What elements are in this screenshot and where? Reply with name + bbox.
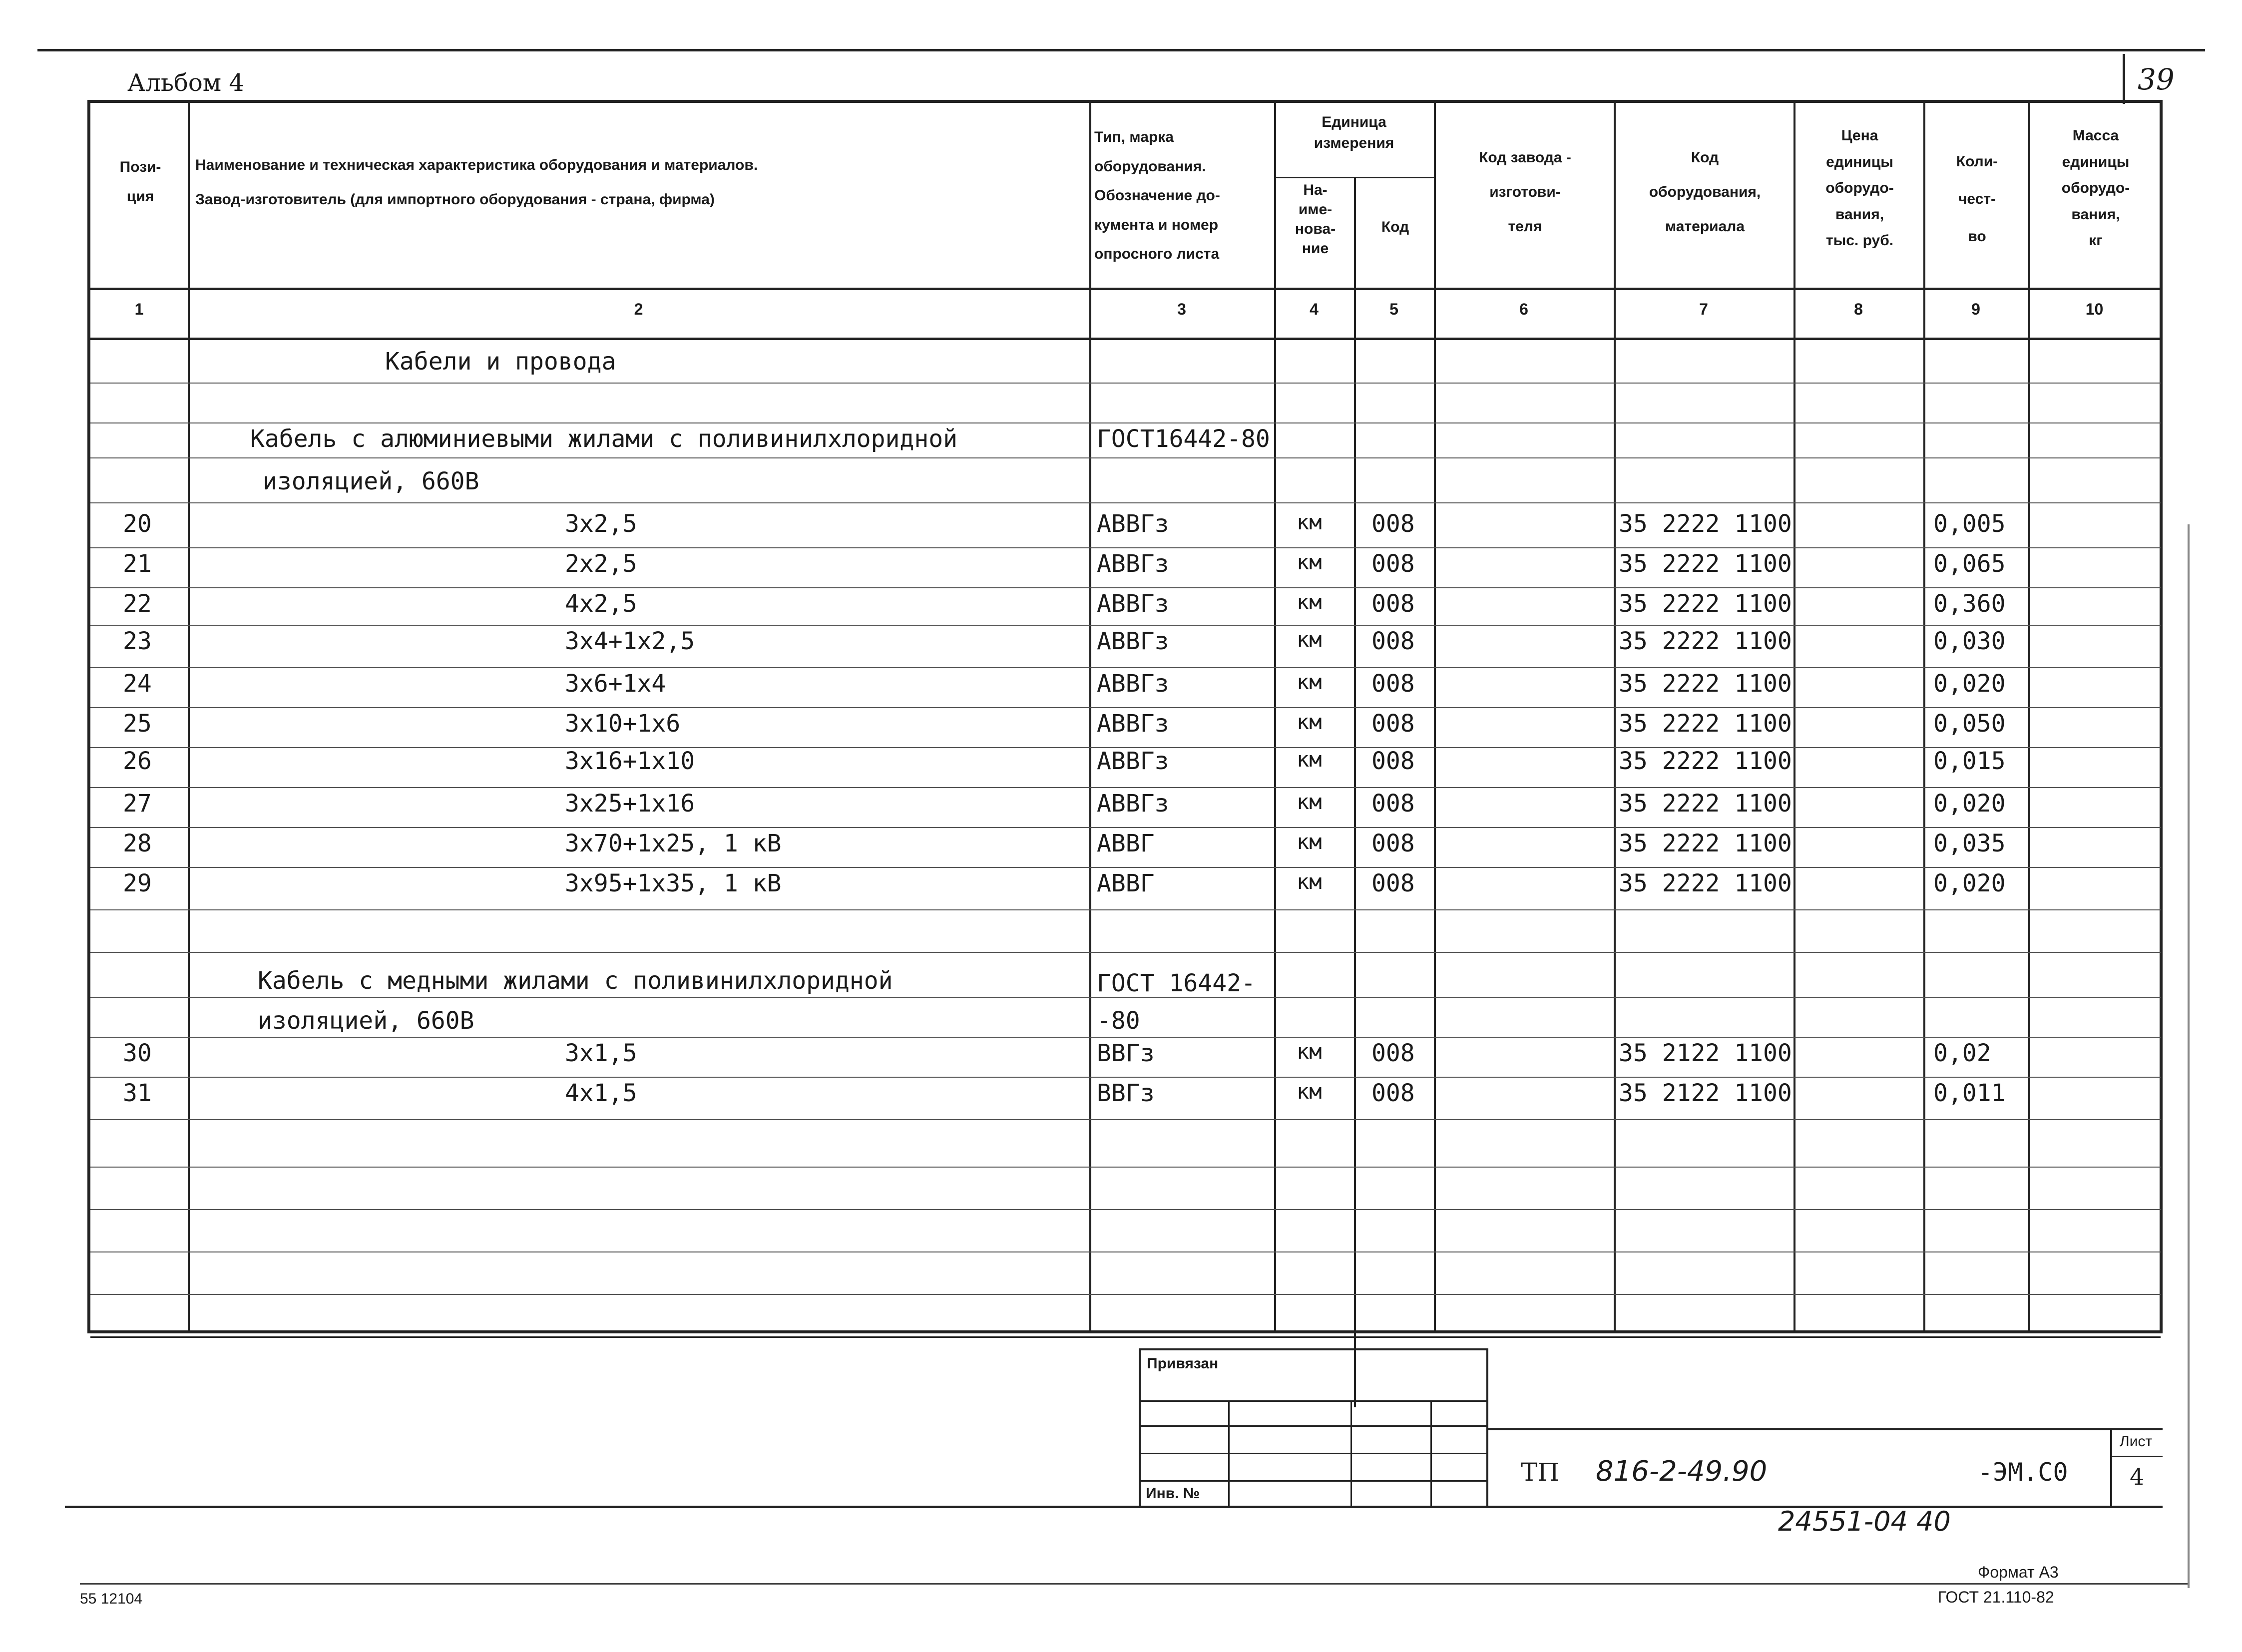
colnum-rule xyxy=(90,338,2161,340)
row-rule xyxy=(90,1119,2161,1120)
stamp-col xyxy=(1228,1400,1230,1506)
cell-name: 3х16+1х10 xyxy=(565,747,695,775)
cell-name: 3х1,5 xyxy=(565,1039,637,1067)
section-copper-doc-a: ГОСТ 16442- xyxy=(1097,969,1256,997)
sheet-box xyxy=(2110,1428,2163,1508)
section-copper-line2: изоляцией, 660В xyxy=(258,1007,474,1035)
sheet-rule xyxy=(2112,1456,2163,1457)
cell-name: 3х25+1х16 xyxy=(565,790,695,818)
row-rule xyxy=(90,625,2161,626)
hdr-factory-code: Код завода - изготови- теля xyxy=(1479,149,1571,235)
row-rule xyxy=(90,457,2161,458)
cell-type: АВВГз xyxy=(1097,747,1169,775)
cell-type: АВВГз xyxy=(1097,670,1169,698)
cell-quantity: 0,005 xyxy=(1933,510,2006,538)
cell-quantity: 0,035 xyxy=(1933,829,2006,857)
tp-label: ТП xyxy=(1521,1458,1559,1487)
row-rule xyxy=(90,667,2161,668)
colnum-10: 10 xyxy=(2085,300,2104,318)
row-rule xyxy=(90,547,2161,548)
cell-unit-code: 008 xyxy=(1371,510,1415,538)
cell-quantity: 0,020 xyxy=(1933,670,2006,698)
doc-suffix: -ЭМ.С0 xyxy=(1978,1458,2068,1487)
page-number-divider xyxy=(2123,54,2125,104)
section-aluminium-line2: изоляцией, 660В xyxy=(263,467,479,495)
cell-name: 3х10+1х6 xyxy=(565,710,681,738)
cell-position: 21 xyxy=(123,550,152,578)
bound-label: Привязан xyxy=(1147,1355,1219,1372)
hdr-quantity: Коли- чест- во xyxy=(1956,153,1998,245)
cell-position: 28 xyxy=(123,829,152,857)
cell-unit-code: 008 xyxy=(1371,1079,1415,1107)
hdr-price: Цена единицы оборудо- вания, тыс. руб. xyxy=(1825,127,1894,249)
cell-position: 27 xyxy=(123,790,152,818)
stamp-rule xyxy=(1141,1480,1486,1482)
col-divider xyxy=(1354,177,1356,1407)
row-rule xyxy=(90,827,2161,828)
cell-material-code: 35 2222 1100 xyxy=(1619,670,1792,698)
section-aluminium-doc: ГОСТ16442-80 xyxy=(1097,425,1270,453)
section-aluminium-line1: Кабель с алюминиевыми жилами с поливинилхлоридной xyxy=(250,425,958,453)
cell-quantity: 0,065 xyxy=(1933,550,2006,578)
cell-name: 3х70+1х25, 1 кВ xyxy=(565,829,782,857)
row-rule xyxy=(90,1251,2161,1252)
cell-unit: км xyxy=(1297,869,1322,894)
cell-unit-code: 008 xyxy=(1371,869,1415,897)
stamp-rule xyxy=(1141,1400,1486,1402)
cell-unit: км xyxy=(1297,510,1322,534)
cell-unit-code: 008 xyxy=(1371,829,1415,857)
row-rule xyxy=(90,909,2161,910)
cell-quantity: 0,015 xyxy=(1933,747,2006,775)
cell-unit-code: 008 xyxy=(1371,710,1415,738)
cell-position: 31 xyxy=(123,1079,152,1107)
cell-position: 30 xyxy=(123,1039,152,1067)
hdr-mass: Масса единицы оборудо- вания, кг xyxy=(2061,127,2130,249)
cell-unit: км xyxy=(1297,627,1322,652)
row-rule xyxy=(90,1294,2161,1295)
cell-unit: км xyxy=(1297,747,1322,772)
sheet-label: Лист xyxy=(2120,1433,2153,1450)
cell-quantity: 0,011 xyxy=(1933,1079,2006,1107)
hdr-material-code: Код оборудования, материала xyxy=(1649,149,1761,235)
top-rule xyxy=(37,49,2205,51)
row-rule xyxy=(90,952,2161,953)
cell-material-code: 35 2222 1100 xyxy=(1619,627,1792,655)
colnum-6: 6 xyxy=(1519,300,1528,318)
cell-unit: км xyxy=(1297,710,1322,734)
cell-unit: км xyxy=(1297,670,1322,694)
cell-unit-code: 008 xyxy=(1371,670,1415,698)
cell-unit-code: 008 xyxy=(1371,747,1415,775)
cell-name: 3х95+1х35, 1 кВ xyxy=(565,869,782,897)
cell-unit-code: 008 xyxy=(1371,627,1415,655)
cell-quantity: 0,030 xyxy=(1933,627,2006,655)
row-rule xyxy=(90,502,2161,503)
cell-position: 23 xyxy=(123,627,152,655)
colnum-5: 5 xyxy=(1389,300,1398,318)
cell-type: АВВГз xyxy=(1097,590,1169,618)
handwritten-inventory: 24551-04 40 xyxy=(1778,1506,1951,1537)
cell-unit: км xyxy=(1297,829,1322,854)
cell-unit: км xyxy=(1297,790,1322,814)
cell-material-code: 35 2122 1100 xyxy=(1619,1039,1792,1067)
row-rule xyxy=(90,1037,2161,1038)
cell-position: 29 xyxy=(123,869,152,897)
cell-type: АВВГз xyxy=(1097,627,1169,655)
cell-position: 24 xyxy=(123,670,152,698)
cell-unit-code: 008 xyxy=(1371,590,1415,618)
cell-type: АВВГ xyxy=(1097,869,1155,897)
cell-position: 26 xyxy=(123,747,152,775)
cell-type: ВВГз xyxy=(1097,1039,1155,1067)
row-rule xyxy=(90,383,2161,384)
cell-unit-code: 008 xyxy=(1371,790,1415,818)
colnum-1: 1 xyxy=(134,300,144,318)
cell-material-code: 35 2222 1100 xyxy=(1619,510,1792,538)
cell-name: 3х4+1х2,5 xyxy=(565,627,695,655)
binding-stamp xyxy=(1139,1348,1488,1508)
row-rule xyxy=(90,1077,2161,1078)
row-rule xyxy=(90,1167,2161,1168)
colnum-8: 8 xyxy=(1854,300,1863,318)
stamp-rule xyxy=(1141,1453,1486,1454)
stamp-col xyxy=(1430,1400,1432,1506)
title-block xyxy=(1488,1428,2163,1508)
row-rule xyxy=(90,1209,2161,1210)
row-rule xyxy=(90,787,2161,788)
cell-material-code: 35 2222 1100 xyxy=(1619,829,1792,857)
format-label: Формат А3 xyxy=(1978,1563,2059,1581)
row-rule xyxy=(90,587,2161,588)
cell-material-code: 35 2222 1100 xyxy=(1619,747,1792,775)
album-label: Альбом 4 xyxy=(127,69,244,97)
cell-position: 22 xyxy=(123,590,152,618)
cell-material-code: 35 2222 1100 xyxy=(1619,869,1792,897)
sheet-number: 4 xyxy=(2130,1463,2145,1490)
cell-name: 3х6+1х4 xyxy=(565,670,666,698)
doc-number: 816-2-49.90 xyxy=(1596,1455,1768,1488)
cell-position: 20 xyxy=(123,510,152,538)
hdr-unit-group: Единица измерения xyxy=(1314,114,1394,151)
row-rule xyxy=(90,422,2161,423)
cell-unit: км xyxy=(1297,1039,1322,1064)
colnum-7: 7 xyxy=(1699,300,1708,318)
gost-label: ГОСТ 21.110-82 xyxy=(1938,1588,2054,1606)
cell-position: 25 xyxy=(123,710,152,738)
cell-name: 2х2,5 xyxy=(565,550,637,578)
hdr-unit-code: Код xyxy=(1381,219,1409,235)
hdr-type: Тип, марка оборудования. Обозначение до- кумента и номер опросного листа xyxy=(1094,129,1220,262)
colnum-2: 2 xyxy=(634,300,643,318)
section-copper-line1: Кабель с медными жилами с поливинилхлоридной xyxy=(258,967,893,995)
cell-unit: км xyxy=(1297,590,1322,614)
cell-material-code: 35 2222 1100 xyxy=(1619,550,1792,578)
header-rule xyxy=(90,288,2161,290)
body-bottom-rule xyxy=(90,1336,2161,1338)
cell-unit-code: 008 xyxy=(1371,1039,1415,1067)
cell-type: АВВГз xyxy=(1097,510,1169,538)
section-copper-doc-b: -80 xyxy=(1097,1007,1140,1035)
colnum-4: 4 xyxy=(1310,300,1319,318)
cell-type: АВВГ xyxy=(1097,829,1155,857)
hdr-unit-name: На- име- нова- ние xyxy=(1295,182,1336,257)
unit-group-divider xyxy=(1274,177,1434,178)
cell-quantity: 0,360 xyxy=(1933,590,2006,618)
hdr-name: Наименование и техническая характеристика оборудования и материалов. Завод-изготовитель (для импортного оборудования - страна, фирма) xyxy=(195,157,758,208)
page-number: 39 xyxy=(2138,62,2175,96)
stamp-rule xyxy=(1141,1425,1486,1427)
cell-unit: км xyxy=(1297,550,1322,574)
specification-table xyxy=(87,100,2163,1333)
cell-material-code: 35 2222 1100 xyxy=(1619,790,1792,818)
cell-quantity: 0,050 xyxy=(1933,710,2006,738)
colnum-3: 3 xyxy=(1177,300,1186,318)
hdr-position: Пози- ция xyxy=(119,159,161,205)
cell-unit: км xyxy=(1297,1079,1322,1104)
cell-material-code: 35 2222 1100 xyxy=(1619,590,1792,618)
cell-material-code: 35 2222 1100 xyxy=(1619,710,1792,738)
cell-quantity: 0,020 xyxy=(1933,790,2006,818)
right-edge-rule xyxy=(2188,524,2190,1588)
stamp-code: 55 12104 xyxy=(80,1591,143,1607)
inv-label: Инв. № xyxy=(1146,1485,1200,1502)
section-title-cables: Кабели и провода xyxy=(385,348,616,376)
cell-type: АВВГз xyxy=(1097,710,1169,738)
cell-name: 4х2,5 xyxy=(565,590,637,618)
cell-name: 3х2,5 xyxy=(565,510,637,538)
colnum-9: 9 xyxy=(1971,300,1980,318)
cell-name: 4х1,5 xyxy=(565,1079,637,1107)
bottom-rule xyxy=(80,1583,2188,1585)
row-rule xyxy=(90,867,2161,868)
cell-quantity: 0,020 xyxy=(1933,869,2006,897)
cell-type: ВВГз xyxy=(1097,1079,1155,1107)
cell-type: АВВГз xyxy=(1097,550,1169,578)
cell-unit-code: 008 xyxy=(1371,550,1415,578)
cell-type: АВВГз xyxy=(1097,790,1169,818)
stamp-col xyxy=(1350,1400,1352,1506)
cell-material-code: 35 2122 1100 xyxy=(1619,1079,1792,1107)
row-rule xyxy=(90,707,2161,708)
cell-quantity: 0,02 xyxy=(1933,1039,1991,1067)
